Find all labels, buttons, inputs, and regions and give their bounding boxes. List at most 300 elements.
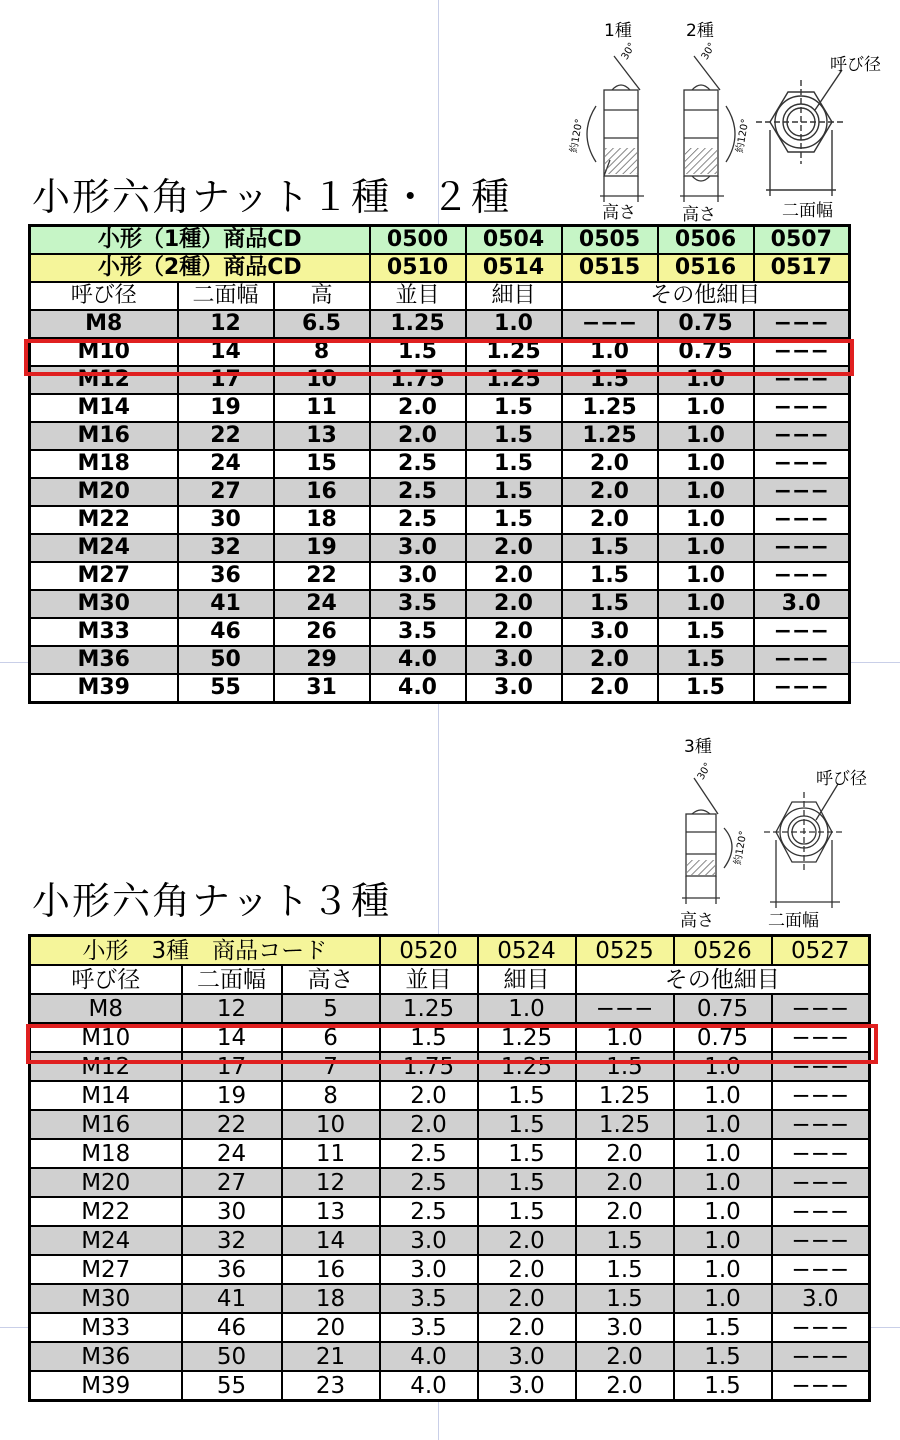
table-cell: 1.75 [380, 1052, 478, 1081]
table-cell: 1.0 [658, 590, 754, 618]
column-header: 二面幅 [178, 282, 274, 310]
table-cell: 41 [178, 590, 274, 618]
table-cell: 3.5 [380, 1284, 478, 1313]
table-cell: −−− [754, 310, 850, 338]
nut-drawing-type3-icon [640, 728, 900, 928]
table-cell: 1.5 [466, 450, 562, 478]
nominal-size-cell: M10 [30, 1023, 182, 1052]
table-cell: 4.0 [370, 674, 466, 703]
table-cell: 1.0 [658, 422, 754, 450]
product-code: 0515 [562, 254, 658, 282]
product-code: 0506 [658, 226, 754, 255]
table-cell: 1.5 [478, 1139, 576, 1168]
table-cell: 2.0 [576, 1139, 674, 1168]
table-row [30, 1226, 870, 1255]
table-cell: 1.25 [562, 422, 658, 450]
table-cell: 10 [274, 366, 370, 394]
product-code: 0526 [674, 936, 772, 966]
table-cell: −−− [772, 1052, 870, 1081]
table-cell: −−− [772, 1371, 870, 1401]
table-cell: 10 [282, 1110, 380, 1139]
table-cell: 1.0 [658, 450, 754, 478]
table-cell: 1.0 [658, 394, 754, 422]
table-cell: −−− [772, 1226, 870, 1255]
table-cell: 12 [178, 310, 274, 338]
table-cell: 1.5 [466, 506, 562, 534]
product-code: 0500 [370, 226, 466, 255]
table-row [30, 1342, 870, 1371]
table-cell: 7 [282, 1052, 380, 1081]
nominal-size-cell: M18 [30, 450, 178, 478]
nominal-diameter-label: 呼び径 [830, 55, 881, 75]
table-cell: 1.5 [658, 618, 754, 646]
height-label-2: 高さ [682, 205, 716, 225]
table-cell: 2.0 [370, 422, 466, 450]
nut-spec-table-1 [28, 224, 851, 704]
table-row [30, 506, 850, 534]
nut-diagram-type3 [640, 728, 900, 931]
table-cell: 1.0 [658, 506, 754, 534]
table-cell: 12 [182, 994, 282, 1023]
table-cell: 2.0 [562, 478, 658, 506]
table-cell: 2.5 [370, 478, 466, 506]
table-cell: 2.5 [380, 1168, 478, 1197]
table-cell: 8 [282, 1081, 380, 1110]
table-cell: 55 [178, 674, 274, 703]
table-cell: 1.5 [576, 1284, 674, 1313]
table-cell: 3.0 [772, 1284, 870, 1313]
table-cell: 2.0 [576, 1342, 674, 1371]
across-flats-label: 二面幅 [782, 201, 833, 221]
product-code: 0517 [754, 254, 850, 282]
table-cell: 1.5 [370, 338, 466, 366]
table-cell: 15 [274, 450, 370, 478]
table-cell: 1.0 [466, 310, 562, 338]
type1-label: 1種 [604, 21, 632, 41]
table-cell: 3.0 [576, 1313, 674, 1342]
nominal-size-cell: M12 [30, 1052, 182, 1081]
table-cell: 1.5 [466, 422, 562, 450]
table-cell: 17 [178, 366, 274, 394]
table-cell: 17 [182, 1052, 282, 1081]
table-cell: 1.5 [466, 478, 562, 506]
table-cell: 6 [282, 1023, 380, 1052]
table-cell: 1.5 [562, 366, 658, 394]
table-cell: 0.75 [658, 310, 754, 338]
table-cell: 2.0 [466, 562, 562, 590]
table-cell: 1.0 [674, 1168, 772, 1197]
table-cell: 41 [182, 1284, 282, 1313]
table-cell: 1.25 [576, 1110, 674, 1139]
table-cell: 1.5 [576, 1052, 674, 1081]
table-cell: 3.0 [380, 1255, 478, 1284]
table-cell: 5 [282, 994, 380, 1023]
table-cell: 11 [274, 394, 370, 422]
column-header: 高 [274, 282, 370, 310]
table-cell: 2.0 [466, 618, 562, 646]
table-cell: 30 [182, 1197, 282, 1226]
table-cell: −−− [754, 366, 850, 394]
table-cell: −−− [772, 1110, 870, 1139]
type3-label: 3種 [684, 737, 712, 757]
table-cell: 21 [282, 1342, 380, 1371]
table-cell: 1.25 [562, 394, 658, 422]
table-cell: 19 [182, 1081, 282, 1110]
table-cell: 0.75 [674, 1023, 772, 1052]
product-code: 0505 [562, 226, 658, 255]
nominal-size-cell: M36 [30, 1342, 182, 1371]
table-cell: 16 [274, 478, 370, 506]
table-cell: 23 [282, 1371, 380, 1401]
table-cell: 36 [182, 1255, 282, 1284]
nominal-size-cell: M14 [30, 394, 178, 422]
table-cell: −−− [754, 422, 850, 450]
table-cell: 2.0 [466, 590, 562, 618]
type2-label: 2種 [686, 21, 714, 41]
table-row [30, 1284, 870, 1313]
nominal-size-cell: M30 [30, 590, 178, 618]
table-cell: 1.25 [478, 1052, 576, 1081]
table-cell: −−− [754, 338, 850, 366]
table-row [30, 310, 850, 338]
column-header: その他細目 [576, 965, 870, 994]
table-cell: 3.0 [466, 646, 562, 674]
table-row [30, 1168, 870, 1197]
table-row [30, 422, 850, 450]
table-cell: 2.0 [478, 1226, 576, 1255]
table-cell: 2.0 [380, 1110, 478, 1139]
nut-drawing-icon [560, 10, 900, 222]
table-cell: −−− [754, 562, 850, 590]
code-label: 小形（1種）商品CD [30, 226, 370, 255]
table-row [30, 450, 850, 478]
table-cell: 1.75 [370, 366, 466, 394]
nominal-size-cell: M39 [30, 1371, 182, 1401]
table-cell: 50 [178, 646, 274, 674]
nominal-size-cell: M36 [30, 646, 178, 674]
table-cell: 3.5 [370, 590, 466, 618]
table-cell: 31 [274, 674, 370, 703]
table-cell: 46 [178, 618, 274, 646]
nominal-size-cell: M24 [30, 534, 178, 562]
nominal-size-cell: M20 [30, 1168, 182, 1197]
table-cell: 22 [182, 1110, 282, 1139]
table-cell: 1.25 [466, 366, 562, 394]
column-header: 細目 [478, 965, 576, 994]
table-cell: 1.5 [576, 1226, 674, 1255]
table-cell: 46 [182, 1313, 282, 1342]
table-cell: 36 [178, 562, 274, 590]
table-cell: 2.0 [380, 1081, 478, 1110]
column-header: 細目 [466, 282, 562, 310]
table-row [30, 674, 850, 703]
table-cell: 3.0 [754, 590, 850, 618]
nominal-size-cell: M8 [30, 310, 178, 338]
table-cell: −−− [772, 994, 870, 1023]
table-row [30, 478, 850, 506]
nominal-size-cell: M22 [30, 506, 178, 534]
table-cell: 4.0 [370, 646, 466, 674]
table-cell: 27 [178, 478, 274, 506]
angle30-label-3: 30° [695, 761, 715, 782]
table-cell: 16 [282, 1255, 380, 1284]
table-cell: −−− [772, 1081, 870, 1110]
column-header: 並目 [370, 282, 466, 310]
nominal-size-cell: M20 [30, 478, 178, 506]
table-cell: −−− [754, 506, 850, 534]
nominal-diameter-label-3: 呼び径 [816, 769, 867, 789]
product-code: 0520 [380, 936, 478, 966]
nominal-size-cell: M18 [30, 1139, 182, 1168]
table-cell: 1.25 [466, 338, 562, 366]
table-cell: −−− [576, 994, 674, 1023]
table-cell: 24 [182, 1139, 282, 1168]
table-cell: 13 [282, 1197, 380, 1226]
nominal-size-cell: M30 [30, 1284, 182, 1313]
table-cell: 1.25 [380, 994, 478, 1023]
table-cell: 1.0 [658, 366, 754, 394]
product-code: 0524 [478, 936, 576, 966]
table-cell: 2.0 [576, 1371, 674, 1401]
table-cell: 1.0 [658, 478, 754, 506]
nominal-size-cell: M14 [30, 1081, 182, 1110]
column-header-row [30, 282, 850, 310]
table-cell: 3.0 [478, 1342, 576, 1371]
table-cell: 14 [182, 1023, 282, 1052]
table-cell: 3.0 [380, 1226, 478, 1255]
table-cell: 55 [182, 1371, 282, 1401]
table-cell: 4.0 [380, 1342, 478, 1371]
table-cell: −−− [754, 534, 850, 562]
table-row [30, 1139, 870, 1168]
angle120-label-1: 約120° [568, 118, 586, 154]
table-cell: 1.5 [478, 1081, 576, 1110]
table-cell: −−− [562, 310, 658, 338]
table-row [30, 1197, 870, 1226]
height-label-3: 高さ [680, 911, 714, 931]
table-cell: 2.0 [562, 674, 658, 703]
table-cell: −−− [772, 1023, 870, 1052]
table-cell: 29 [274, 646, 370, 674]
table-cell: −−− [772, 1168, 870, 1197]
table-row [30, 590, 850, 618]
section1-title: 小形六角ナット１種・２種 [32, 175, 512, 219]
table-cell: 2.0 [562, 450, 658, 478]
table-cell: −−− [754, 478, 850, 506]
table-cell: 14 [178, 338, 274, 366]
code-label: 小形 3種 商品コード [30, 936, 380, 966]
table-cell: 2.0 [576, 1197, 674, 1226]
nominal-size-cell: M27 [30, 562, 178, 590]
table-cell: 19 [274, 534, 370, 562]
table-cell: 2.5 [380, 1197, 478, 1226]
table-cell: −−− [754, 646, 850, 674]
table-cell: 12 [282, 1168, 380, 1197]
table-row [30, 394, 850, 422]
angle120-label-2: 約120° [734, 118, 752, 154]
table-cell: 1.5 [478, 1110, 576, 1139]
table-cell: 1.0 [674, 1284, 772, 1313]
table-cell: 3.0 [370, 534, 466, 562]
table-cell: 2.5 [370, 506, 466, 534]
table1-body [30, 226, 850, 703]
table-row [30, 1052, 870, 1081]
table-cell: 1.5 [658, 674, 754, 703]
table-row [30, 1313, 870, 1342]
nominal-size-cell: M24 [30, 1226, 182, 1255]
product-code: 0504 [466, 226, 562, 255]
table-cell: 13 [274, 422, 370, 450]
table-cell: 22 [178, 422, 274, 450]
table-cell: −−− [754, 394, 850, 422]
table-row [30, 366, 850, 394]
table-cell: 2.5 [370, 450, 466, 478]
table-cell: 1.25 [478, 1023, 576, 1052]
table-cell: 2.0 [370, 394, 466, 422]
nominal-size-cell: M8 [30, 994, 182, 1023]
column-header: 並目 [380, 965, 478, 994]
table-cell: 27 [182, 1168, 282, 1197]
table-cell: 2.5 [380, 1139, 478, 1168]
table-cell: 2.0 [562, 506, 658, 534]
across-flats-label-3: 二面幅 [768, 911, 819, 931]
table-cell: 1.25 [576, 1081, 674, 1110]
table-row [30, 338, 850, 366]
table-cell: 1.25 [370, 310, 466, 338]
table-cell: 2.0 [562, 646, 658, 674]
nominal-size-cell: M27 [30, 1255, 182, 1284]
product-code: 0516 [658, 254, 754, 282]
table-cell: 2.0 [478, 1313, 576, 1342]
column-header: その他細目 [562, 282, 850, 310]
table-cell: −−− [772, 1313, 870, 1342]
nominal-size-cell: M16 [30, 422, 178, 450]
nominal-size-cell: M33 [30, 1313, 182, 1342]
table-cell: 6.5 [274, 310, 370, 338]
column-header: 呼び径 [30, 965, 182, 994]
table-cell: 32 [178, 534, 274, 562]
code-row-type3 [30, 936, 870, 966]
table-cell: 32 [182, 1226, 282, 1255]
column-header: 高さ [282, 965, 380, 994]
column-header-row [30, 965, 870, 994]
table-cell: 1.5 [562, 562, 658, 590]
code-row-type2 [30, 254, 850, 282]
column-header: 二面幅 [182, 965, 282, 994]
nominal-size-cell: M10 [30, 338, 178, 366]
angle30-label-1: 30° [619, 41, 639, 62]
nominal-size-cell: M12 [30, 366, 178, 394]
angle120-label-3: 約120° [732, 830, 750, 866]
table-cell: −−− [754, 450, 850, 478]
table-cell: −−− [772, 1139, 870, 1168]
table-cell: 1.0 [674, 1197, 772, 1226]
table-cell: 19 [178, 394, 274, 422]
table-cell: 1.0 [674, 1255, 772, 1284]
table-cell: 14 [282, 1226, 380, 1255]
table-cell: 0.75 [674, 994, 772, 1023]
table-cell: 30 [178, 506, 274, 534]
table-cell: 0.75 [658, 338, 754, 366]
column-header: 呼び径 [30, 282, 178, 310]
table-cell: 3.0 [466, 674, 562, 703]
table-cell: 1.0 [674, 1052, 772, 1081]
nut-spec-table-3 [28, 934, 871, 1402]
nominal-size-cell: M39 [30, 674, 178, 703]
angle30-label-2: 30° [699, 41, 719, 62]
table-cell: −−− [754, 674, 850, 703]
table-cell: 26 [274, 618, 370, 646]
table-cell: 1.0 [674, 1081, 772, 1110]
table-cell: 18 [282, 1284, 380, 1313]
nut-diagram-type1-2 [560, 10, 900, 225]
table-cell: −−− [772, 1255, 870, 1284]
table-cell: 2.0 [466, 534, 562, 562]
product-code: 0507 [754, 226, 850, 255]
table-row [30, 646, 850, 674]
section2-title: 小形六角ナット３種 [32, 879, 392, 923]
table-cell: 1.5 [562, 590, 658, 618]
table-row [30, 1255, 870, 1284]
height-label-1: 高さ [602, 203, 636, 223]
table-row [30, 562, 850, 590]
table-cell: −−− [772, 1342, 870, 1371]
table-cell: 50 [182, 1342, 282, 1371]
table-cell: 1.5 [674, 1371, 772, 1401]
table-cell: −−− [772, 1197, 870, 1226]
table-cell: 3.5 [370, 618, 466, 646]
table-row [30, 1110, 870, 1139]
table-cell: 24 [274, 590, 370, 618]
table-cell: 20 [282, 1313, 380, 1342]
table-cell: 3.5 [380, 1313, 478, 1342]
table-cell: 1.5 [576, 1255, 674, 1284]
code-row-type1 [30, 226, 850, 255]
table-cell: 1.5 [562, 534, 658, 562]
nominal-size-cell: M22 [30, 1197, 182, 1226]
table-row [30, 1081, 870, 1110]
code-label: 小形（2種）商品CD [30, 254, 370, 282]
table-cell: 2.0 [478, 1255, 576, 1284]
table-cell: 1.5 [466, 394, 562, 422]
table-cell: 2.0 [576, 1168, 674, 1197]
table-cell: 1.5 [380, 1023, 478, 1052]
table-cell: 1.0 [478, 994, 576, 1023]
table-cell: 11 [282, 1139, 380, 1168]
table-cell: 3.0 [562, 618, 658, 646]
table-cell: 1.5 [478, 1197, 576, 1226]
table-cell: 1.0 [658, 562, 754, 590]
product-code: 0510 [370, 254, 466, 282]
table-cell: 3.0 [478, 1371, 576, 1401]
product-code: 0514 [466, 254, 562, 282]
table-cell: 1.0 [658, 534, 754, 562]
table-cell: 2.0 [478, 1284, 576, 1313]
table-cell: 1.5 [658, 646, 754, 674]
table-row [30, 1023, 870, 1052]
table-cell: 4.0 [380, 1371, 478, 1401]
table-cell: 22 [274, 562, 370, 590]
product-code: 0527 [772, 936, 870, 966]
table-cell: 1.0 [674, 1139, 772, 1168]
table-cell: 1.0 [576, 1023, 674, 1052]
table-cell: 1.0 [562, 338, 658, 366]
table-cell: 1.0 [674, 1110, 772, 1139]
table-cell: 8 [274, 338, 370, 366]
table-row [30, 534, 850, 562]
table-cell: −−− [754, 618, 850, 646]
table-cell: 1.0 [674, 1226, 772, 1255]
